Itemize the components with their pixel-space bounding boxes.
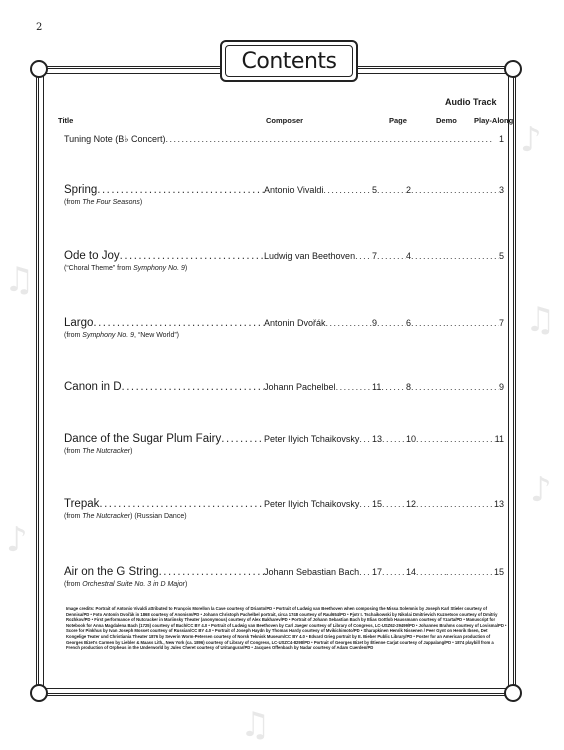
background-music-notes: ♪ — [530, 470, 552, 510]
entry-page: 13 — [372, 434, 383, 444]
subtitle-prefix: (from — [64, 581, 83, 588]
contents-entry[interactable] — [64, 498, 504, 520]
entry-play-along-track: 5 — [498, 251, 504, 261]
entry-page: 15 — [372, 499, 383, 509]
entry-play-along-track: 7 — [498, 318, 504, 328]
subtitle-suffix: ) — [130, 448, 133, 455]
entry-demo-track: 10 — [406, 434, 417, 444]
contents-entry[interactable] — [64, 381, 504, 393]
subtitle-prefix: (from — [64, 448, 83, 455]
subtitle-prefix: (from — [64, 332, 83, 339]
entry-composer: Ludwig van Beethoven — [264, 251, 356, 261]
contents-entry[interactable] — [64, 184, 504, 206]
play-along-column-header: Play-Along — [474, 116, 514, 125]
subtitle-suffix: , “New World”) — [134, 332, 180, 339]
entry-page: 11 — [372, 382, 382, 392]
tuning-note-entry[interactable] — [64, 134, 504, 145]
audio-track-header: Audio Track — [445, 97, 497, 107]
page-column-header: Page — [389, 116, 407, 125]
entry-demo-track: 8 — [406, 382, 412, 392]
entry-demo-track: 14 — [406, 567, 417, 577]
entry-page: 7 — [372, 251, 378, 261]
entry-subtitle — [64, 265, 504, 272]
entry-title: Largo — [64, 317, 94, 329]
frame-corner-ornament — [30, 684, 48, 702]
subtitle-work: The Nutcracker — [82, 513, 131, 520]
entry-composer: Peter Ilyich Tchaikovsky — [264, 499, 360, 509]
entry-title: Air on the G String — [64, 566, 159, 578]
subtitle-suffix: ) — [139, 199, 143, 206]
entry-subtitle — [64, 448, 504, 455]
entry-title: Dance of the Sugar Plum Fairy — [64, 433, 222, 445]
background-music-notes: ♫ — [4, 260, 35, 300]
contents-title-box — [220, 40, 358, 82]
entry-demo-track: 4 — [406, 251, 412, 261]
subtitle-work: Orchestral Suite No. 3 in D Major — [82, 581, 185, 588]
entry-subtitle — [64, 513, 504, 520]
entry-composer: Antonin Dvořák — [264, 318, 326, 328]
contents-entry[interactable] — [64, 433, 504, 455]
subtitle-prefix: (from — [64, 513, 83, 520]
contents-entry[interactable] — [64, 566, 504, 588]
entry-title: Canon in D — [64, 381, 122, 393]
entry-composer: Johann Pachelbel — [264, 382, 336, 392]
entry-title: Trepak — [64, 498, 100, 510]
entry-page: 5 — [372, 185, 378, 195]
entry-demo-track: 6 — [406, 318, 412, 328]
play-along-track: 1 — [498, 134, 504, 144]
subtitle-work: Symphony No. 9 — [82, 332, 135, 339]
entry-play-along-track: 13 — [493, 499, 504, 509]
title-column-header: Title — [58, 116, 74, 125]
entry-demo-track: 12 — [406, 499, 417, 509]
background-music-notes: ♪ — [520, 120, 542, 160]
entry-subtitle — [64, 199, 504, 206]
entry-title: Ode to Joy — [64, 250, 120, 262]
entry-composer: Johann Sebastian Bach — [264, 567, 360, 577]
entry-subtitle — [64, 332, 504, 339]
entry-subtitle — [64, 581, 504, 588]
entry-page: 9 — [372, 318, 378, 328]
frame-corner-ornament — [504, 684, 522, 702]
contents-entry[interactable] — [64, 317, 504, 339]
entry-play-along-track: 3 — [498, 185, 504, 195]
entry-page: 17 — [372, 567, 383, 577]
entry-composer: Antonio Vivaldi — [264, 185, 324, 195]
subtitle-prefix: (“Choral Theme” from — [64, 265, 134, 272]
demo-column-header: Demo — [436, 116, 457, 125]
entry-title: Tuning Note (B♭ Concert) — [64, 134, 166, 144]
entry-title: Spring — [64, 184, 98, 196]
subtitle-suffix: ) (Russian Dance) — [130, 513, 187, 520]
subtitle-suffix: ) — [184, 581, 188, 588]
composer-column-header: Composer — [266, 116, 304, 125]
subtitle-work: The Four Seasons — [82, 199, 140, 206]
page-title: Contents — [241, 48, 337, 74]
background-music-notes: ♫ — [525, 300, 556, 340]
subtitle-work: Symphony No. 9 — [133, 265, 185, 272]
frame-corner-ornament — [504, 60, 522, 78]
subtitle-prefix: (from — [64, 199, 83, 206]
entry-play-along-track: 15 — [493, 567, 504, 577]
contents-entry[interactable] — [64, 250, 504, 272]
subtitle-work: The Nutcracker — [82, 448, 131, 455]
entry-play-along-track: 11 — [494, 434, 504, 444]
background-music-notes: ♪ — [6, 520, 28, 560]
page-number: 2 — [36, 22, 43, 33]
image-credits: Image credits: Portrait of Antonio Vivaldi attributed to François Morellon la Cave courtesy of Drianto/PD • Portrait of Ludwig van Beethoven when composing the Missa Solemnis by Joseph Karl Stieler courtesy of Dennisa/PD • Foto Antonín Dvořák in 1868 courtesy of Anonism/PD • Johann Christoph Pachelbel portrait, circa 1748 courtesy of Raul654/PD • Pjotr I. Tschaikowski by Nikolai Dmitrievich Kuznetsov courtesy of Dmitriy Rozhkov/PD • First performance of Nutcracker in Mariinsky Theater (anonymous) courtesy of Alex Bakharev/PD • Portrait of Johann Sebastian Bach by Elias Gottlob Haussmann courtesy of Yzarta/PD • Manuscript for Notebook for Anna Magdalena Bach (1725) courtesy of Bach/CC BY 4.0 • Portrait of Ludwig van Beethoven by Carl Jaeger courtesy of Library of Congress, LC-USZ62-29499/PD • Johannes Brahms courtesy of Lovisma/PD • Score for Pinkhus by Ivan Joseph Mosset courtesy of Russian/CC BY 4.0 • Portrait of Joseph Haydn by Thomas Hardy courtesy of Mvikichimoto/PD • Sharapkinen Henrik Nissenen / Peer Gynt on Henrik Ibsen, Det Kongelige Teater und Christiania Theater 1876 by Severin Worm-Petersen courtesy of Norsk Teknisk Museum/CC BY 4.0 • Edvard Grieg portrait by E. Bieber Public Library/PD • Poster for an American production of Georges Bizet's Carmen by Liebler & Maass Lith., New York (ca. 1896) courtesy of Library of Congress, LC-USZC4-8298/PD • Portrait of Georges Bizet by Étienne Carjat courtesy of Jappalang/PD • 1874 playbill from a French production of Orpheus in the Underworld by Jules Cheret courtesy of Uritangurar/PD • Jacques Offenbach by Nadar courtesy of Adam Cuerden/PD — [66, 606, 507, 651]
background-music-notes: ♫ — [240, 705, 271, 745]
entry-demo-track: 2 — [406, 185, 412, 195]
entry-play-along-track: 9 — [498, 382, 504, 392]
frame-corner-ornament — [30, 60, 48, 78]
subtitle-suffix: ) — [184, 265, 188, 272]
entry-composer: Peter Ilyich Tchaikovsky — [264, 434, 360, 444]
